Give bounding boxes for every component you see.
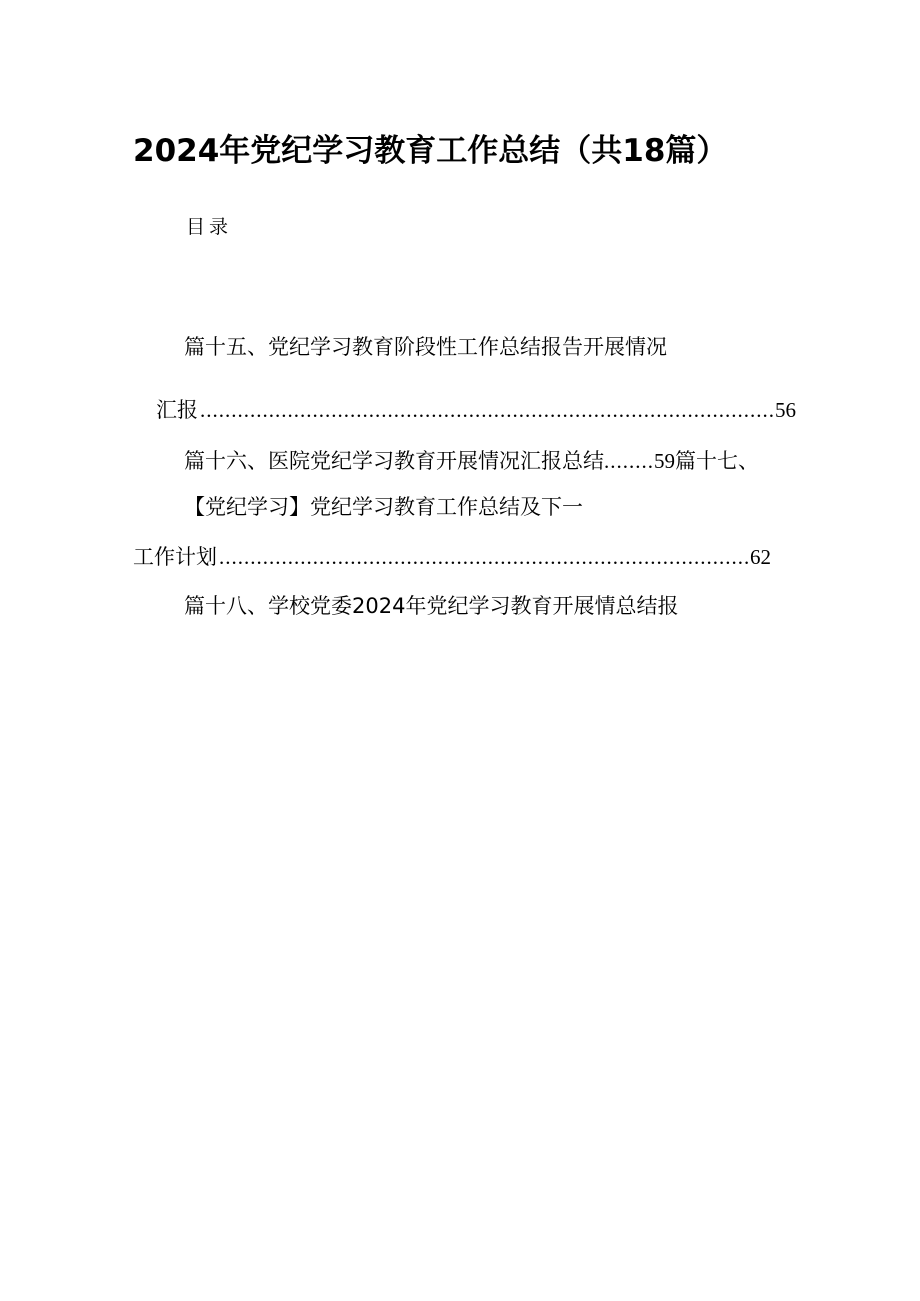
toc-heading: 目录 bbox=[186, 216, 233, 238]
toc-entry-16-line bbox=[184, 444, 759, 478]
toc-entry-18-line1: 篇十八、学校党委2024年党纪学习教育开展情总结报 bbox=[184, 594, 679, 618]
toc-entry-16-page: 59 bbox=[654, 449, 675, 473]
toc-entry-15-line2 bbox=[156, 393, 796, 427]
toc-entry-17-line2: 【党纪学习】党纪学习教育工作总结及下一 bbox=[184, 495, 583, 519]
document-title: 2024年党纪学习教育工作总结（共18篇） bbox=[133, 133, 728, 169]
toc-entry-15-text: 汇报 bbox=[156, 398, 198, 422]
toc-entry-17-start: 篇十七、 bbox=[675, 449, 759, 473]
toc-entry-17-text: 工作计划 bbox=[133, 545, 217, 569]
toc-entry-17-line3 bbox=[133, 540, 771, 574]
toc-entry-17-page: 62 bbox=[750, 545, 771, 569]
toc-entry-15-line1: 篇十五、党纪学习教育阶段性工作总结报告开展情况 bbox=[184, 335, 667, 359]
toc-leader-dots bbox=[200, 393, 773, 427]
toc-entry-16-text: 篇十六、医院党纪学习教育开展情况汇报总结 bbox=[184, 449, 604, 473]
toc-entry-16-dots: ........ bbox=[604, 449, 654, 473]
toc-leader-dots bbox=[219, 540, 748, 574]
toc-entry-15-page: 56 bbox=[775, 398, 796, 422]
